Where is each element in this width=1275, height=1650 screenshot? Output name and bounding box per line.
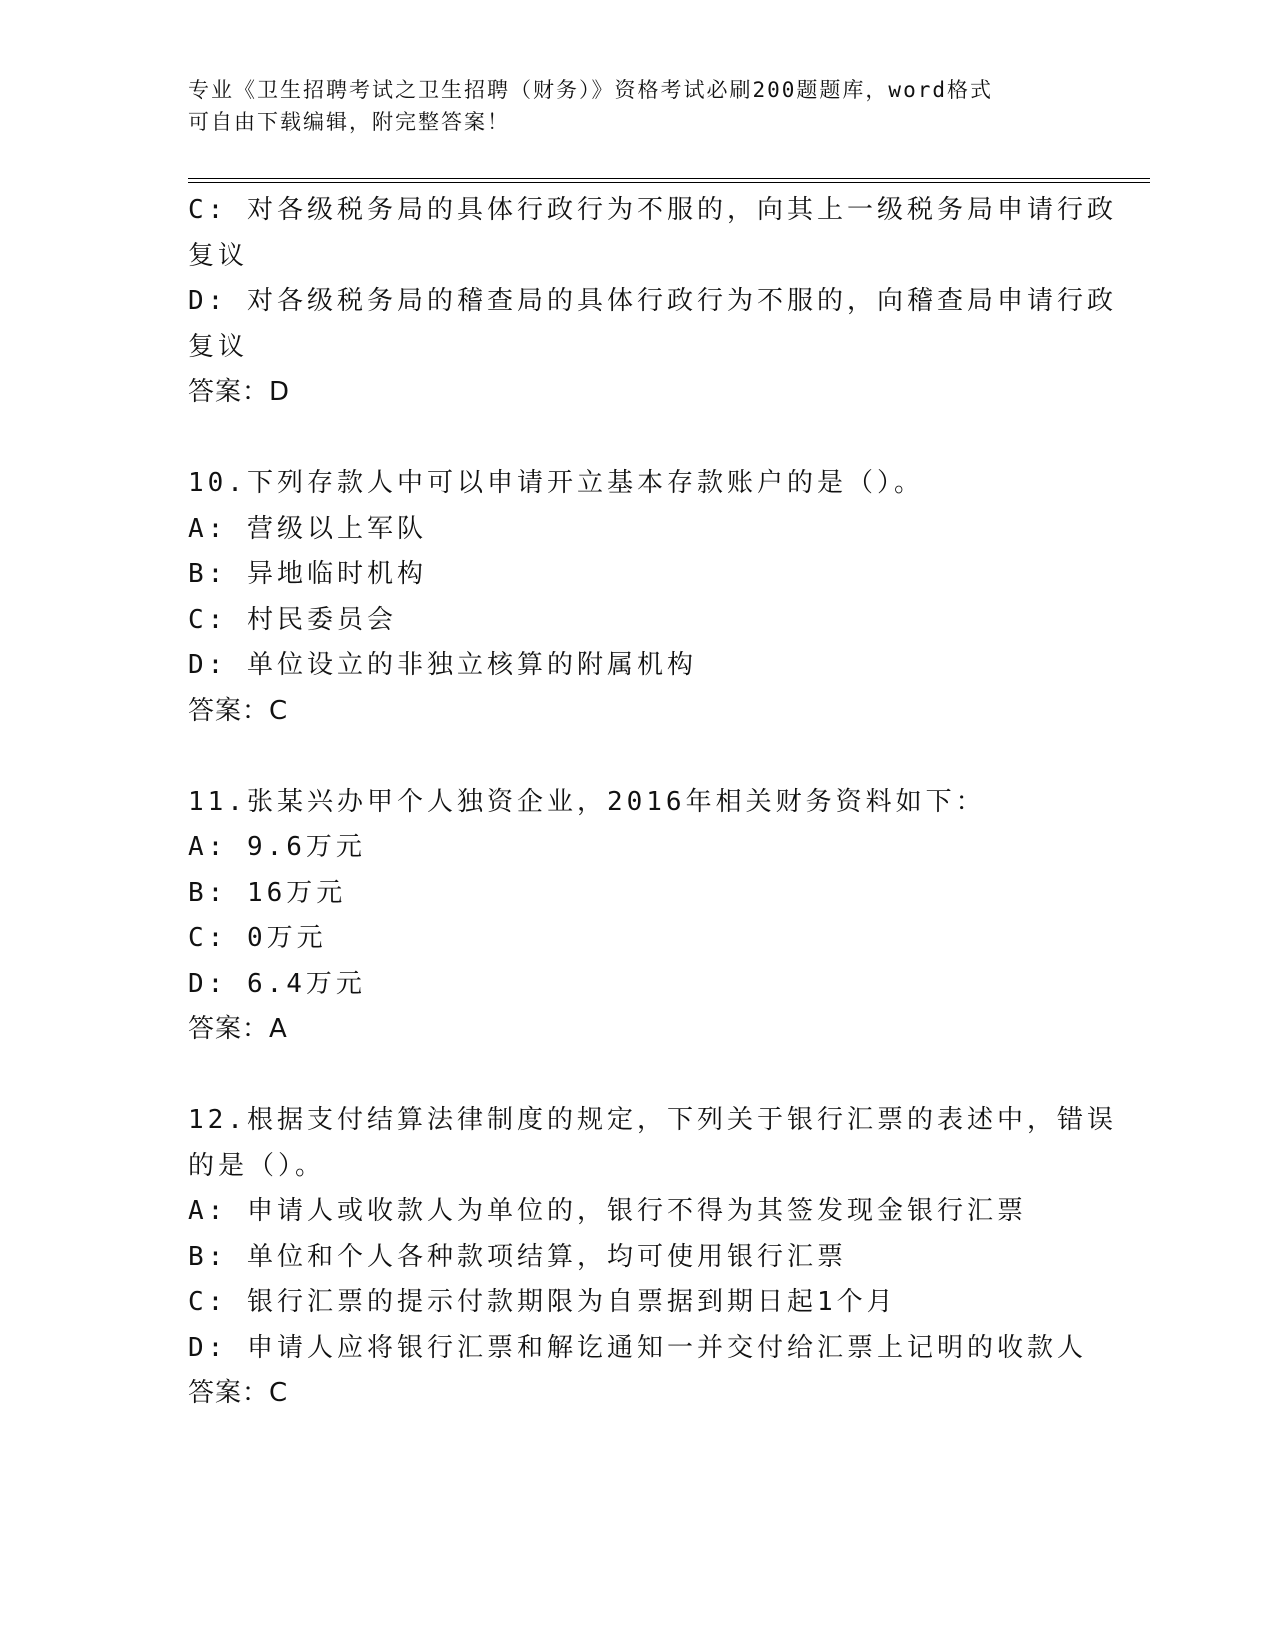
spacer — [188, 1053, 1088, 1099]
question-10 — [188, 461, 1088, 734]
spacer — [188, 734, 1088, 780]
header-divider-top — [188, 178, 1150, 179]
option-d: D: 6.4万元 — [188, 968, 366, 999]
option-c-line-1: C: 对各级税务局的具体行政行为不服的，向其上一级税务局申请行政 — [188, 195, 1117, 225]
option-c: C: 村民委员会 — [188, 604, 397, 635]
question-11 — [188, 780, 1088, 1053]
question-12 — [188, 1098, 1117, 1417]
option-b: B: 异地临时机构 — [188, 559, 427, 589]
question-content — [188, 188, 1117, 1417]
answer-label: 答案：C — [188, 1378, 289, 1408]
option-d: D: 申请人应将银行汇票和解讫通知一并交付给汇票上记明的收款人 — [188, 1332, 1087, 1363]
question-stem: 10.下列存款人中可以申请开立基本存款账户的是（）。 — [188, 468, 924, 498]
option-b: B: 单位和个人各种款项结算，均可使用银行汇票 — [188, 1241, 847, 1272]
spacer — [188, 416, 1088, 462]
answer-label: 答案：C — [188, 695, 289, 726]
question-stem-line-2: 的是（）。 — [188, 1150, 326, 1181]
option-c: C: 银行汇票的提示付款期限为自票据到期日起1个月 — [188, 1287, 897, 1317]
option-c: C: 0万元 — [188, 923, 327, 953]
option-c-line-2: 复议 — [188, 240, 249, 271]
question-9-continuation — [188, 188, 1117, 416]
header-title-line-1: 专业《卫生招聘考试之卫生招聘（财务）》资格考试必刷200题题库，word格式 — [188, 78, 993, 102]
answer-label: 答案：D — [188, 377, 291, 407]
question-stem: 11.张某兴办甲个人独资企业，2016年相关财务资料如下： — [188, 786, 986, 817]
option-a: A: 9.6万元 — [188, 832, 366, 862]
option-d-line-2: 复议 — [188, 331, 249, 362]
header-divider-bottom — [188, 182, 1150, 183]
option-b: B: 16万元 — [188, 877, 347, 908]
header-title-line-2: 可自由下载编辑，附完整答案！ — [188, 110, 510, 134]
option-a: A: 申请人或收款人为单位的，银行不得为其签发现金银行汇票 — [188, 1196, 1027, 1226]
answer-label: 答案：A — [188, 1014, 288, 1044]
option-d: D: 单位设立的非独立核算的附属机构 — [188, 650, 697, 680]
option-a: A: 营级以上军队 — [188, 513, 427, 544]
option-d-line-1: D: 对各级税务局的稽查局的具体行政行为不服的，向稽查局申请行政 — [188, 286, 1117, 316]
question-stem-line-1: 12.根据支付结算法律制度的规定，下列关于银行汇票的表述中，错误 — [188, 1105, 1117, 1135]
document-header — [188, 74, 1088, 138]
